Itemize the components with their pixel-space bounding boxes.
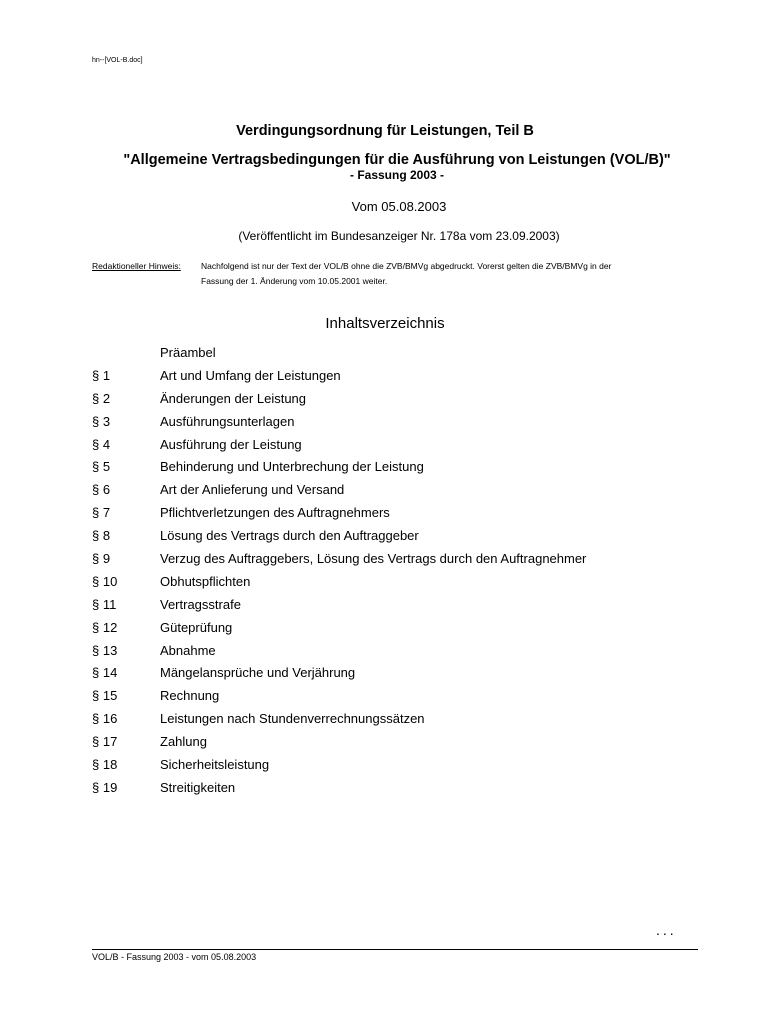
toc-item-number: § 7 bbox=[92, 505, 111, 521]
toc-title: Inhaltsverzeichnis bbox=[325, 315, 445, 332]
toc-item bbox=[92, 387, 712, 410]
toc-item-label: Güteprüfung bbox=[160, 619, 233, 635]
toc-item bbox=[92, 593, 712, 616]
toc-item bbox=[92, 478, 712, 501]
publication-note: (Veröffentlicht im Bundesanzeiger Nr. 178a vom 23.09.2003) bbox=[238, 229, 560, 243]
document-version: - Fassung 2003 - bbox=[349, 168, 445, 182]
toc-item bbox=[92, 410, 712, 433]
toc-item-label: Mängelansprüche und Verjährung bbox=[160, 665, 356, 681]
toc-item bbox=[92, 707, 712, 730]
toc-item-label: Abnahme bbox=[160, 642, 216, 658]
toc-item bbox=[92, 341, 712, 364]
toc-item-number: § 16 bbox=[92, 711, 118, 727]
toc-item-label: Rechnung bbox=[160, 688, 220, 704]
toc-item-number: § 2 bbox=[92, 390, 111, 406]
toc-item-label: Art der Anlieferung und Versand bbox=[160, 482, 345, 498]
toc-item-label: Sicherheitsleistung bbox=[160, 756, 270, 772]
toc-item-label: Pflichtverletzungen des Auftragnehmers bbox=[160, 505, 390, 521]
table-of-contents bbox=[92, 341, 712, 799]
toc-item bbox=[92, 455, 712, 478]
toc-item-number: § 19 bbox=[92, 779, 118, 795]
toc-item-number: § 1 bbox=[92, 367, 111, 383]
toc-item-label: Ausführungsunterlagen bbox=[160, 413, 295, 429]
toc-item-number: § 12 bbox=[92, 619, 118, 635]
toc-item-number: § 17 bbox=[92, 734, 118, 750]
document-date: Vom 05.08.2003 bbox=[351, 199, 447, 214]
toc-item-label: Obhutspflichten bbox=[160, 573, 251, 589]
toc-item bbox=[92, 433, 712, 456]
toc-item-label: Ausführung der Leistung bbox=[160, 436, 302, 452]
header-filename: hn--[VOL-B.doc] bbox=[92, 57, 143, 64]
toc-item bbox=[92, 661, 712, 684]
toc-item bbox=[92, 776, 712, 799]
toc-item bbox=[92, 730, 712, 753]
toc-item-label: Lösung des Vertrags durch den Auftraggeber bbox=[160, 528, 419, 544]
toc-item-number: § 4 bbox=[92, 436, 111, 452]
toc-item-label: Präambel bbox=[160, 344, 216, 360]
toc-item-number: § 18 bbox=[92, 756, 118, 772]
toc-item bbox=[92, 501, 712, 524]
footer-text: VOL/B - Fassung 2003 - vom 05.08.2003 bbox=[92, 952, 257, 962]
toc-item-label: Vertragsstrafe bbox=[160, 596, 241, 612]
editorial-note-text: Nachfolgend ist nur der Text der VOL/B ohne die ZVB/BMVg abgedruckt. Vorerst gelten die ZVB/BMVg in der bbox=[201, 261, 612, 271]
toc-item-number: § 15 bbox=[92, 688, 118, 704]
toc-item bbox=[92, 684, 712, 707]
toc-item-label: Streitigkeiten bbox=[160, 779, 236, 795]
toc-item-label: Zahlung bbox=[160, 734, 207, 750]
toc-item bbox=[92, 753, 712, 776]
toc-item-number: § 9 bbox=[92, 550, 111, 566]
toc-item-label: Verzug des Auftraggebers, Lösung des Vertrags durch den Auftragnehmer bbox=[160, 550, 587, 566]
toc-item-label: Behinderung und Unterbrechung der Leistung bbox=[160, 459, 424, 475]
toc-item bbox=[92, 547, 712, 570]
editorial-note-label: Redaktioneller Hinweis: bbox=[92, 261, 181, 271]
toc-item-number: § 6 bbox=[92, 482, 111, 498]
toc-item bbox=[92, 570, 712, 593]
toc-item-label: Art und Umfang der Leistungen bbox=[160, 367, 341, 383]
footer-divider bbox=[92, 949, 698, 950]
toc-item-label: Änderungen der Leistung bbox=[160, 390, 307, 406]
editorial-note-text-continued: Fassung der 1. Änderung vom 10.05.2001 weiter. bbox=[201, 276, 388, 286]
continuation-dots: ... bbox=[656, 922, 677, 938]
document-subtitle: "Allgemeine Vertragsbedingungen für die Ausführung von Leistungen (VOL/B)" bbox=[123, 152, 671, 168]
toc-item bbox=[92, 616, 712, 639]
toc-item bbox=[92, 364, 712, 387]
toc-item bbox=[92, 639, 712, 662]
toc-item-number: § 8 bbox=[92, 528, 111, 544]
toc-item-number: § 14 bbox=[92, 665, 118, 681]
toc-item-number: § 3 bbox=[92, 413, 111, 429]
document-title: Verdingungsordnung für Leistungen, Teil B bbox=[236, 123, 534, 139]
toc-item-number: § 5 bbox=[92, 459, 111, 475]
toc-item-label: Leistungen nach Stundenverrechnungssätzen bbox=[160, 711, 425, 727]
toc-item-number: § 10 bbox=[92, 573, 118, 589]
toc-item bbox=[92, 524, 712, 547]
toc-item-number: § 11 bbox=[92, 596, 117, 612]
toc-item-number: § 13 bbox=[92, 642, 118, 658]
